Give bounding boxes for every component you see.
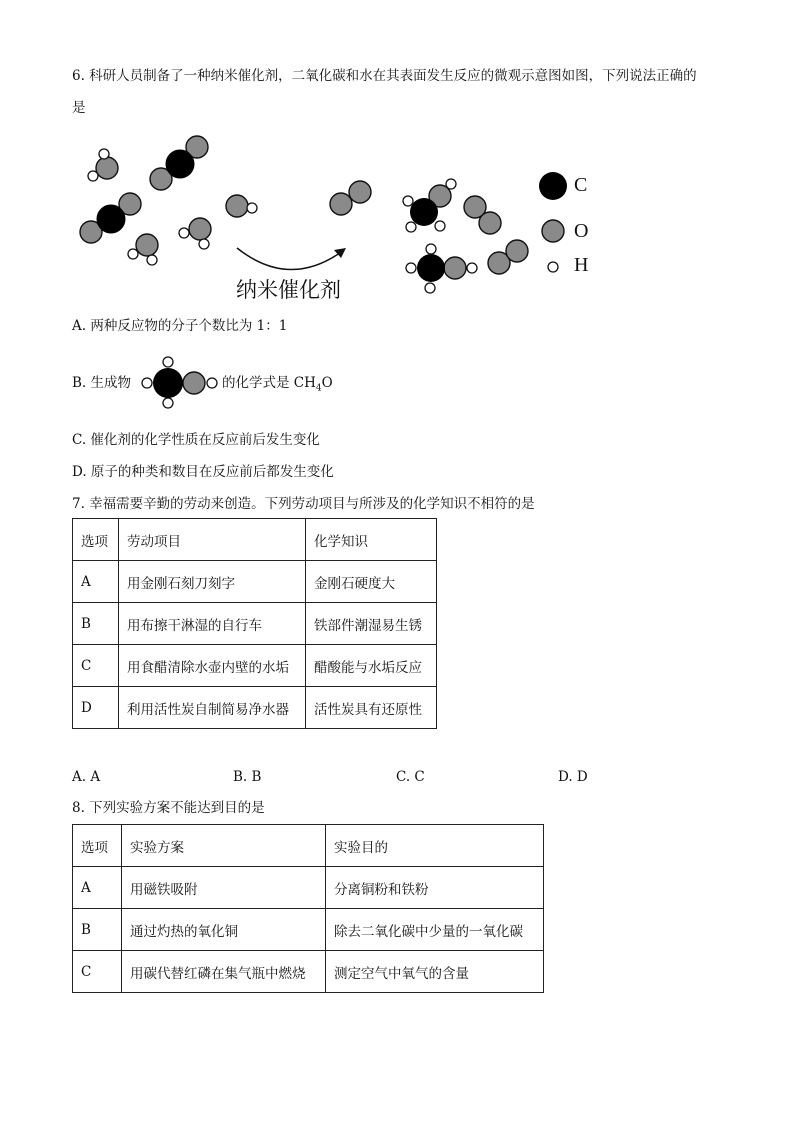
table-row bbox=[73, 561, 437, 603]
q6-stem-line2: 是 bbox=[72, 100, 86, 116]
reaction-diagram bbox=[0, 0, 794, 320]
water-molecule bbox=[179, 218, 211, 249]
q6-stem-line1: 6. 科研人员制备了一种纳米催化剂，二氧化碳和水在其表面发生反应的微观示意图如图，下列说法正确的 bbox=[72, 68, 697, 84]
legend-h-label: H bbox=[574, 254, 589, 276]
co2-molecule bbox=[80, 193, 141, 243]
q6-option-b-suffix bbox=[222, 373, 333, 399]
table-header-cell: 选项 bbox=[73, 825, 122, 867]
table-cell: 利用活性炭自制简易净水器 bbox=[119, 687, 306, 729]
table-header-cell: 化学知识 bbox=[306, 519, 437, 561]
q7-stem: 7. 幸福需要辛勤的劳动来创造。下列劳动项目与所涉及的化学知识不相符的是 bbox=[72, 496, 535, 512]
o2-molecule bbox=[464, 196, 501, 234]
table-cell: A bbox=[73, 867, 122, 909]
table-cell: A bbox=[73, 561, 119, 603]
table-row bbox=[73, 867, 544, 909]
q6-option-c: C. 催化剂的化学性质在反应前后发生变化 bbox=[72, 432, 320, 448]
legend-o-label: O bbox=[574, 220, 589, 242]
water-molecule bbox=[88, 149, 118, 181]
q8-table bbox=[72, 824, 544, 993]
reaction-arrow bbox=[237, 248, 344, 270]
ch4o-inline-molecule bbox=[138, 354, 218, 410]
table-cell: 金刚石硬度大 bbox=[306, 561, 437, 603]
table-cell: 分离铜粉和铁粉 bbox=[326, 867, 544, 909]
table-row bbox=[73, 645, 437, 687]
table-row bbox=[73, 909, 544, 951]
table-row bbox=[73, 687, 437, 729]
q6-option-b-formula: 的化学式是 CH bbox=[222, 375, 316, 391]
table-header-cell: 选项 bbox=[73, 519, 119, 561]
catalyst-label: 纳米催化剂 bbox=[236, 278, 341, 302]
table-cell: 通过灼热的氧化铜 bbox=[122, 909, 326, 951]
table-cell: 测定空气中氧气的含量 bbox=[326, 951, 544, 993]
table-cell: B bbox=[73, 909, 122, 951]
o2-molecule bbox=[488, 240, 528, 274]
legend-c-label: C bbox=[574, 174, 588, 196]
table-header-cell: 劳动项目 bbox=[119, 519, 306, 561]
table-cell: 铁部件潮湿易生锈 bbox=[306, 603, 437, 645]
table-header-cell: 实验目的 bbox=[326, 825, 544, 867]
legend-oxygen-icon bbox=[542, 220, 564, 242]
formula-subscript: 4 bbox=[315, 383, 322, 394]
formula-tail: O bbox=[321, 375, 333, 391]
q8-stem: 8. 下列实验方案不能达到目的是 bbox=[72, 800, 265, 816]
table-cell: 用碳代替红磷在集气瓶中燃烧 bbox=[122, 951, 326, 993]
co2-molecule bbox=[150, 136, 208, 190]
table-header-row bbox=[73, 519, 437, 561]
table-header-row bbox=[73, 825, 544, 867]
oh-fragment bbox=[226, 195, 257, 217]
q6-option-b-prefix: B. 生成物 bbox=[72, 375, 132, 391]
q7-choice-d: D. D bbox=[558, 769, 588, 785]
q6-option-a: A. 两种反应物的分子个数比为 1：1 bbox=[72, 318, 288, 334]
o2-molecule bbox=[330, 181, 371, 215]
table-header-cell: 实验方案 bbox=[122, 825, 326, 867]
table-cell: C bbox=[73, 645, 119, 687]
ch4o-molecule bbox=[406, 244, 477, 293]
ch4o-molecule bbox=[403, 179, 456, 232]
q6-option-d: D. 原子的种类和数目在反应前后都发生变化 bbox=[72, 464, 334, 480]
arrow-head bbox=[334, 248, 346, 258]
table-cell: 用布擦干淋湿的自行车 bbox=[119, 603, 306, 645]
q7-choice-a: A. A bbox=[72, 769, 101, 785]
table-cell: 用金刚石刻刀刻字 bbox=[119, 561, 306, 603]
table-cell: B bbox=[73, 603, 119, 645]
water-molecule bbox=[128, 234, 158, 265]
q7-choice-c: C. C bbox=[396, 769, 425, 785]
q7-choice-b: B. B bbox=[233, 769, 262, 785]
q7-table bbox=[72, 518, 437, 729]
table-cell: 活性炭具有还原性 bbox=[306, 687, 437, 729]
table-row bbox=[73, 951, 544, 993]
table-cell: C bbox=[73, 951, 122, 993]
table-cell: 用磁铁吸附 bbox=[122, 867, 326, 909]
legend-hydrogen-icon bbox=[548, 262, 558, 272]
table-row bbox=[73, 603, 437, 645]
table-cell: 除去二氧化碳中少量的一氧化碳 bbox=[326, 909, 544, 951]
table-cell: 醋酸能与水垢反应 bbox=[306, 645, 437, 687]
legend-carbon-icon bbox=[539, 172, 567, 200]
table-cell: 用食醋清除水壶内壁的水垢 bbox=[119, 645, 306, 687]
table-cell: D bbox=[73, 687, 119, 729]
